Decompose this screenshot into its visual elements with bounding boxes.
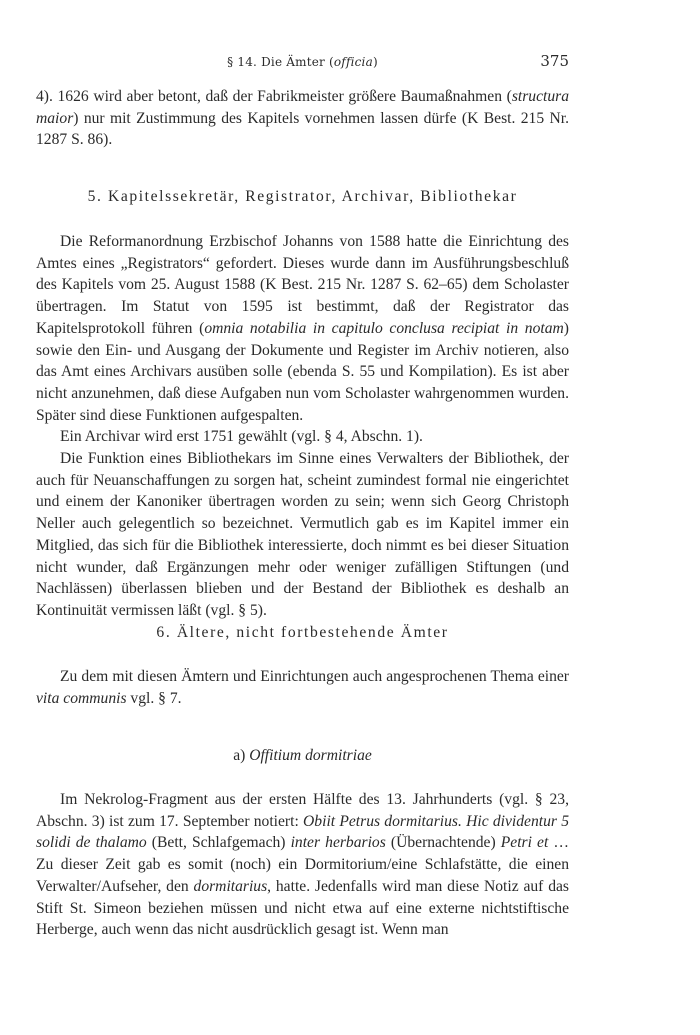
section-5-body — [36, 231, 569, 622]
subsection-a-heading-block — [36, 747, 569, 765]
section-5-heading-block — [36, 188, 569, 206]
section-6-heading-block — [36, 624, 569, 642]
subsection-a-paragraph-1: Im Nekrolog-Fragment aus der ersten Hälfte des 13. Jahrhunderts (vgl. § 23, Abschn. 3) ist zum 17. September notiert: Obiit Petrus dormitarius. Hic dividentur 5 solidi de thalamo (Bett, Schlafgemach) inter herbarios (Übernachtende) Petri et … Zu dieser Zeit gab es somit (noch) ein Dormitorium/eine Schlafstätte, die einen Verwalter/Aufseher, den dormitarius, hatte. Jedenfalls wird man diese Notiz auf das Stift St. Simeon beziehen müssen und nicht etwa auf eine externe nichtstiftische Herberge, auch wenn das nicht ausdrücklich gesagt ist. Wenn man — [36, 791, 570, 939]
subsection-a-body — [36, 789, 569, 941]
section-5-paragraph-2: Ein Archivar wird erst 1751 gewählt (vgl. § 4, Abschn. 1). — [60, 428, 423, 446]
section-6-heading: 6. Ältere, nicht fortbestehende Ämter — [156, 624, 449, 641]
page-number: 375 — [540, 52, 569, 70]
page-header — [36, 52, 569, 72]
intro-paragraph: 4). 1626 wird aber betont, daß der Fabrikmeister größere Baumaßnahmen (structura maior) nur mit Zustimmung des Kapitels vornehmen lassen dürfe (K Best. 215 Nr. 1287 S. 86). — [36, 88, 569, 149]
section-6-paragraph-1: Zu dem mit diesen Ämtern und Einrichtungen auch angesprochenen Thema einer vita communis vgl. § 7. — [36, 668, 569, 707]
section-5-heading: 5. Kapitelssekretär, Registrator, Archivar, Bibliothekar — [87, 188, 518, 205]
running-title: § 14. Die Ämter (officia) — [227, 55, 378, 69]
subsection-a-heading: a) Offitium dormitriae — [233, 747, 372, 764]
section-5-paragraph-1: Die Reformanordnung Erzbischof Johanns von 1588 hatte die Einrichtung des Amtes eines „Registrators“ gefordert. Dieses wurde dann im Ausführungsbeschluß des Kapitels vom 25. August 1588 (K Best. 215 Nr. 1287 S. 62–65) dem Scholaster übertragen. Im Statut von 1595 ist bestimmt, daß der Registrator das Kapitelsprotokoll führen (omnia notabilia in capitulo conclusa recipiat in notam) sowie den Ein- und Ausgang der Dokumente und Register im Archiv notieren, also das Amt eines Archivars ausüben solle (ebenda S. 55 und Kompilation). Es ist aber nicht anzunehmen, daß diese Aufgaben nun vom Scholaster wahrgenommen wurden. Später sind diese Funktionen aufgespalten. — [36, 233, 569, 424]
section-5-paragraph-3: Die Funktion eines Bibliothekars im Sinne eines Verwalters der Bibliothek, der auch für Neuanschaffungen zu sorgen hat, scheint zumindest formal nie eingerichtet und einem der Kanoniker übertragen worden zu sein; wenn sich Georg Christoph Neller auch gelegentlich so bezeichnet. Vermutlich gab es im Kapitel immer ein Mitglied, das sich für die Bibliothek interessierte, doch nimmt es bei dieser Situation nicht wunder, daß Ergänzungen mehr oder weniger zufälligen Stiftungen (und Nachlässen) überlassen blieben und der Bestand der Bibliothek es deshalb an Kontinuität vermissen läßt (vgl. § 5). — [36, 450, 569, 619]
intro-paragraph-block — [36, 86, 569, 151]
section-6-body — [36, 666, 569, 709]
